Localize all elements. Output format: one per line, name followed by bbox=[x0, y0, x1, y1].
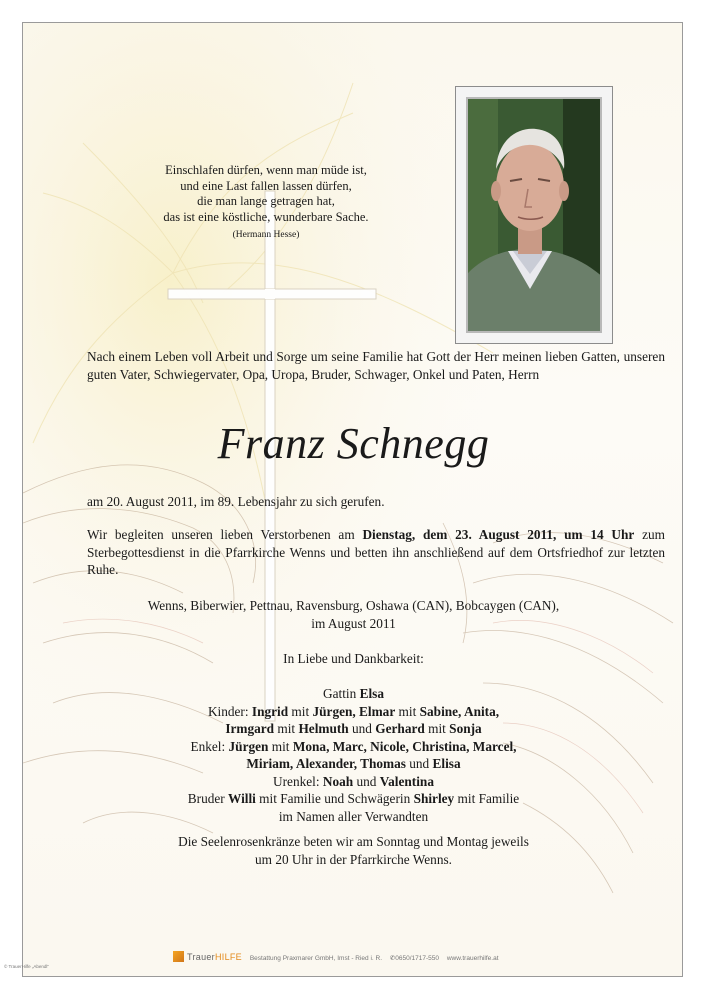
joiner: mit bbox=[288, 703, 313, 719]
places bbox=[23, 597, 683, 632]
name: Valentina bbox=[379, 773, 434, 789]
label: Kinder: bbox=[207, 703, 252, 719]
joiner: und bbox=[353, 773, 380, 789]
family-grandchildren-cont bbox=[23, 755, 683, 773]
family-children bbox=[23, 703, 683, 721]
copyright-note: © TrauerHilfe „Abendl” bbox=[4, 964, 49, 969]
places-line: Wenns, Biberwier, Pettnau, Ravensburg, Oshawa (CAN), Bobcaygen (CAN), bbox=[147, 598, 560, 613]
name: Willi bbox=[228, 791, 256, 806]
parte-frame bbox=[22, 22, 683, 977]
brand-part: Trauer bbox=[187, 952, 215, 962]
poem-line: und eine Last fallen lassen dürfen, bbox=[180, 178, 352, 193]
family-wife bbox=[23, 685, 683, 703]
rosary-line: Die Seelenrosenkränze beten wir am Sonntag und Montag jeweils bbox=[178, 834, 529, 849]
name: Mona, Marc, Nicole, Christina, Marcel, bbox=[292, 738, 517, 754]
intro-text: Nach einem Leben voll Arbeit und Sorge um seine Familie hat Gott der Herr meinen lieben Gatten, unseren guten Vater, Schwiegervater, Opa, Uropa, Bruder, Schwager, Onkel und Paten, Herrn bbox=[87, 349, 665, 382]
family-list bbox=[23, 685, 683, 825]
joiner: mit bbox=[268, 738, 293, 754]
footer bbox=[173, 951, 683, 962]
name: Noah bbox=[322, 773, 354, 789]
poem-author: (Hermann Hesse) bbox=[232, 230, 300, 240]
portrait-photo bbox=[455, 86, 613, 344]
family-children-cont bbox=[23, 720, 683, 738]
rosary-notice bbox=[23, 833, 683, 868]
family-relatives: im Namen aller Verwandten bbox=[278, 808, 429, 824]
portrait-image bbox=[466, 97, 602, 333]
poem-line: Einschlafen dürfen, wenn man müde ist, bbox=[165, 163, 367, 177]
name: Gerhard bbox=[375, 721, 425, 736]
joiner: und bbox=[405, 756, 433, 771]
name: Jürgen, Elmar bbox=[312, 703, 396, 719]
name: Elisa bbox=[432, 756, 461, 771]
joiner: mit Familie und Schwägerin bbox=[255, 791, 414, 806]
poem-line: die man lange getragen hat, bbox=[197, 194, 335, 208]
website-link[interactable]: www.trauerhilfe.at bbox=[446, 955, 499, 962]
family-grandchildren bbox=[23, 738, 683, 756]
name: Jürgen bbox=[228, 738, 269, 754]
company-name: Bestattung Praxmarer GmbH, Imst - Ried i. R. bbox=[249, 955, 383, 962]
trauerhilfe-logo-icon bbox=[173, 951, 184, 962]
label: Bruder bbox=[187, 791, 229, 806]
name: Shirley bbox=[413, 791, 455, 806]
phone-number: 0650/1717-550 bbox=[395, 955, 440, 962]
funeral-date: Dienstag, dem 23. August 2011, um 14 Uhr bbox=[362, 527, 635, 542]
funeral-text-after: zum Sterbegottesdienst in die Pfarrkirche Wenns und betten ihn anschließend auf dem Ortsfriedhof zur letzten Ruhe. bbox=[87, 527, 665, 577]
places-date: im August 2011 bbox=[311, 615, 396, 631]
joiner: und bbox=[348, 721, 376, 736]
joiner: mit bbox=[274, 721, 299, 736]
funeral-text-before: Wir begleiten unseren lieben Verstorbenen am bbox=[87, 527, 363, 542]
label: Urenkel: bbox=[273, 773, 323, 789]
funeral-text bbox=[87, 526, 665, 579]
phone-icon: ✆ bbox=[389, 955, 396, 962]
family-great-grandchildren bbox=[23, 773, 683, 791]
brand-name bbox=[187, 952, 242, 962]
joiner: mit Familie bbox=[454, 791, 520, 806]
deceased-name: Franz Schnegg bbox=[217, 419, 490, 468]
name: Elsa bbox=[359, 686, 384, 701]
label: Enkel: bbox=[190, 738, 229, 754]
brand-part-highlight: HILFE bbox=[214, 952, 242, 962]
family-brother bbox=[23, 790, 683, 808]
name: Sonja bbox=[449, 721, 482, 736]
name: Helmuth bbox=[298, 721, 349, 736]
poem bbox=[141, 163, 391, 244]
name: Sabine, Anita, bbox=[419, 703, 500, 719]
joiner: mit bbox=[395, 703, 420, 719]
rosary-line: um 20 Uhr in der Pfarrkirche Wenns. bbox=[255, 851, 452, 867]
name: Irmgard bbox=[225, 721, 275, 736]
label: Gattin bbox=[323, 686, 360, 701]
name: Ingrid bbox=[251, 703, 289, 719]
poem-line: das ist eine köstliche, wunderbare Sache. bbox=[163, 209, 369, 224]
portrait-illustration bbox=[468, 99, 600, 331]
thanks-line: In Liebe und Dankbarkeit: bbox=[283, 651, 424, 666]
joiner: mit bbox=[424, 721, 450, 736]
death-date-text: am 20. August 2011, im 89. Lebensjahr zu sich gerufen. bbox=[87, 494, 385, 509]
name: Miriam, Alexander, Thomas bbox=[246, 756, 406, 771]
